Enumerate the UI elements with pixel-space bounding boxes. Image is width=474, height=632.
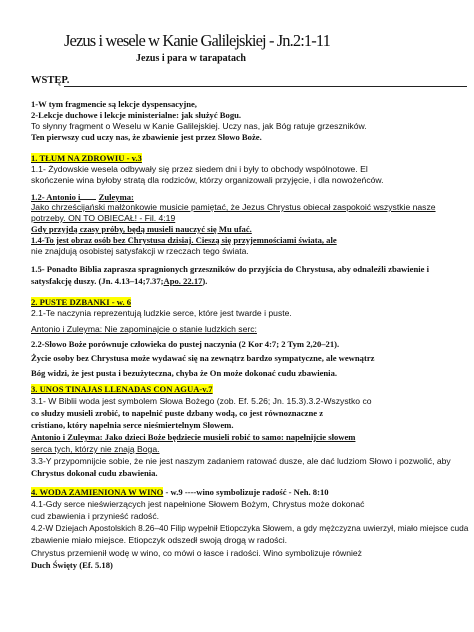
page-title: Jezus i wesele w Kanie Galilejskiej - Jn.2:1-11 [64, 31, 330, 50]
s4-line-1: 4.1-Gdy serce nieświerzących jest napełnione Słowem Bożym, Chrystus może dokonać [31, 499, 365, 509]
s3-line-1: 3.1- W Biblii woda jest symbolem Słowa Bożego (zob. Ef. 5.26; Jn. 15.3).3.2-Wszystko co [31, 396, 372, 406]
intro-line-4: Ten pierwszy cud uczy nas, że zbawienie jest przez Słowo Boże. [31, 132, 262, 142]
s1-line-6: Gdy przyjdą czasy próby, będą musieli nauczyć się Mu ufać. [31, 224, 252, 234]
s1-line-8: nie znajdują osobistej satysfakcji w rzeczach tego świata. [31, 246, 249, 256]
s1-line-3: 1.2- Antonio i Zuleyma: [31, 192, 134, 202]
intro-line-3: To słynny fragment o Weselu w Kanie Galilejskiej. Uczy nas, jak Bóg ratuje grzeszników. [31, 121, 367, 131]
section-4-heading: 4. WODA ZAMIENIONA W WINO - w.9 ----wino symbolizuje radość - Neh. 8:10 [31, 487, 329, 497]
s4-line-5: Chrystus przemienił wodę w wino, co mówi o łasce i radości. Wino symbolizuje również [31, 548, 362, 558]
s4-line-3: 4.2-W Dziejach Apostolskich 8.26–40 Filip wypełnił Etiopczyka Słowem, a gdy mężczyzna uwierzył, miało miejsce cuda [31, 523, 469, 533]
section-3-heading: 3. UNOS TINAJAS LLENADAS CON AGUA-v.7 [31, 384, 213, 394]
s4-line-2: cud zbawienia i przynieść radość. [31, 511, 160, 521]
s1-line-5: potrzeby. ON TO OBIECAŁ! - Fil. 4:19 [31, 213, 176, 223]
s2-line-5: Bóg widzi, że jest pusta i bezużyteczna, chyba że On może dokonać cudu zbawienia. [31, 368, 338, 378]
s3-line-2: co słudzy musieli zrobić, to napełnić puste dzbany wodą, co jest równoznaczne z [31, 408, 324, 418]
s1-line-2: skończenie wina byłoby stratą dla rodziców, którzy organizowali przyjęcie, i dla nowożeńców. [31, 175, 384, 185]
s4-line-4: zbawienie miało miejsce. Etiopczyk odszedł swoją drogą w radości. [31, 535, 288, 545]
s3-line-7: Chrystus dokonał cudu zbawienia. [31, 468, 158, 478]
s1-line-10: satysfakcję duszy. (Jn. 4.13–14;7.37;Apo. 22.17). [31, 276, 208, 286]
section-2-heading: 2. PUSTE DZBANKI - w. 6 [31, 297, 132, 307]
s2-line-3: 2.2-Słowo Boże porównuje człowieka do pustej naczynia (2 Kor 4:7; 2 Tym 2,20–21). [31, 339, 340, 349]
intro-heading: WSTĘP. [31, 75, 70, 86]
section-1-heading: 1. TŁUM NA ZDROWIU - v.3 [31, 153, 142, 163]
s1-line-1: 1.1- Żydowskie wesela odbywały się przez siedem dni i były to obchody wspólnotowe. El [31, 164, 368, 174]
s3-line-4: Antonio i Zuleyma: Jako dzieci Boże będziecie musieli robić to samo: napełnijcie słowem [31, 432, 356, 442]
s2-line-1: 2.1-Te naczynia reprezentują ludzkie serce, które jest twarde i puste. [31, 308, 292, 318]
s1-line-4: Jako chrześcijański małżonkowie musicie pamiętać, że Jezus Chrystus obiecał zaspokoić wszystkie nasze [31, 202, 436, 212]
s3-line-5: serca tych, którzy nie znają Boga. [31, 444, 160, 454]
intro-heading-rule [64, 86, 467, 87]
s4-line-6: Duch Święty (Ef. 5.18) [31, 560, 113, 570]
s3-line-3: cristiano, który napełnia serce nieśmiertelnym Słowem. [31, 420, 234, 430]
intro-line-1: 1-W tym fragmencie są lekcje dyspensacyjne, [31, 99, 197, 109]
s1-line-7: 1.4-To jest obraz osób bez Chrystusa dzisiaj. Cieszą się przyjemnościami świata, ale [31, 235, 337, 245]
s3-line-6: 3.3-Y przypomnijcie sobie, że nie jest naszym zadaniem ratować dusze, ale dać ludziom Słowo i pozwolić, aby [31, 456, 451, 466]
s2-line-4: Życie osoby bez Chrystusa może wydawać się na zewnątrz bardzo sympatyczne, ale wewnątrz [31, 353, 375, 363]
s2-line-2: Antonio i Zuleyma: Nie zapominajcie o stanie ludzkich serc: [31, 324, 257, 334]
intro-line-2: 2-Lekcje duchowe i lekcje ministerialne: jak służyć Bogu. [31, 110, 242, 120]
s1-line-9: 1.5- Ponadto Biblia zaprasza spragnionych grzeszników do przyjścia do Chrystusa, aby odnaleźli zbawienie i [31, 264, 429, 274]
page-subtitle: Jezus i para w tarapatach [136, 53, 246, 64]
